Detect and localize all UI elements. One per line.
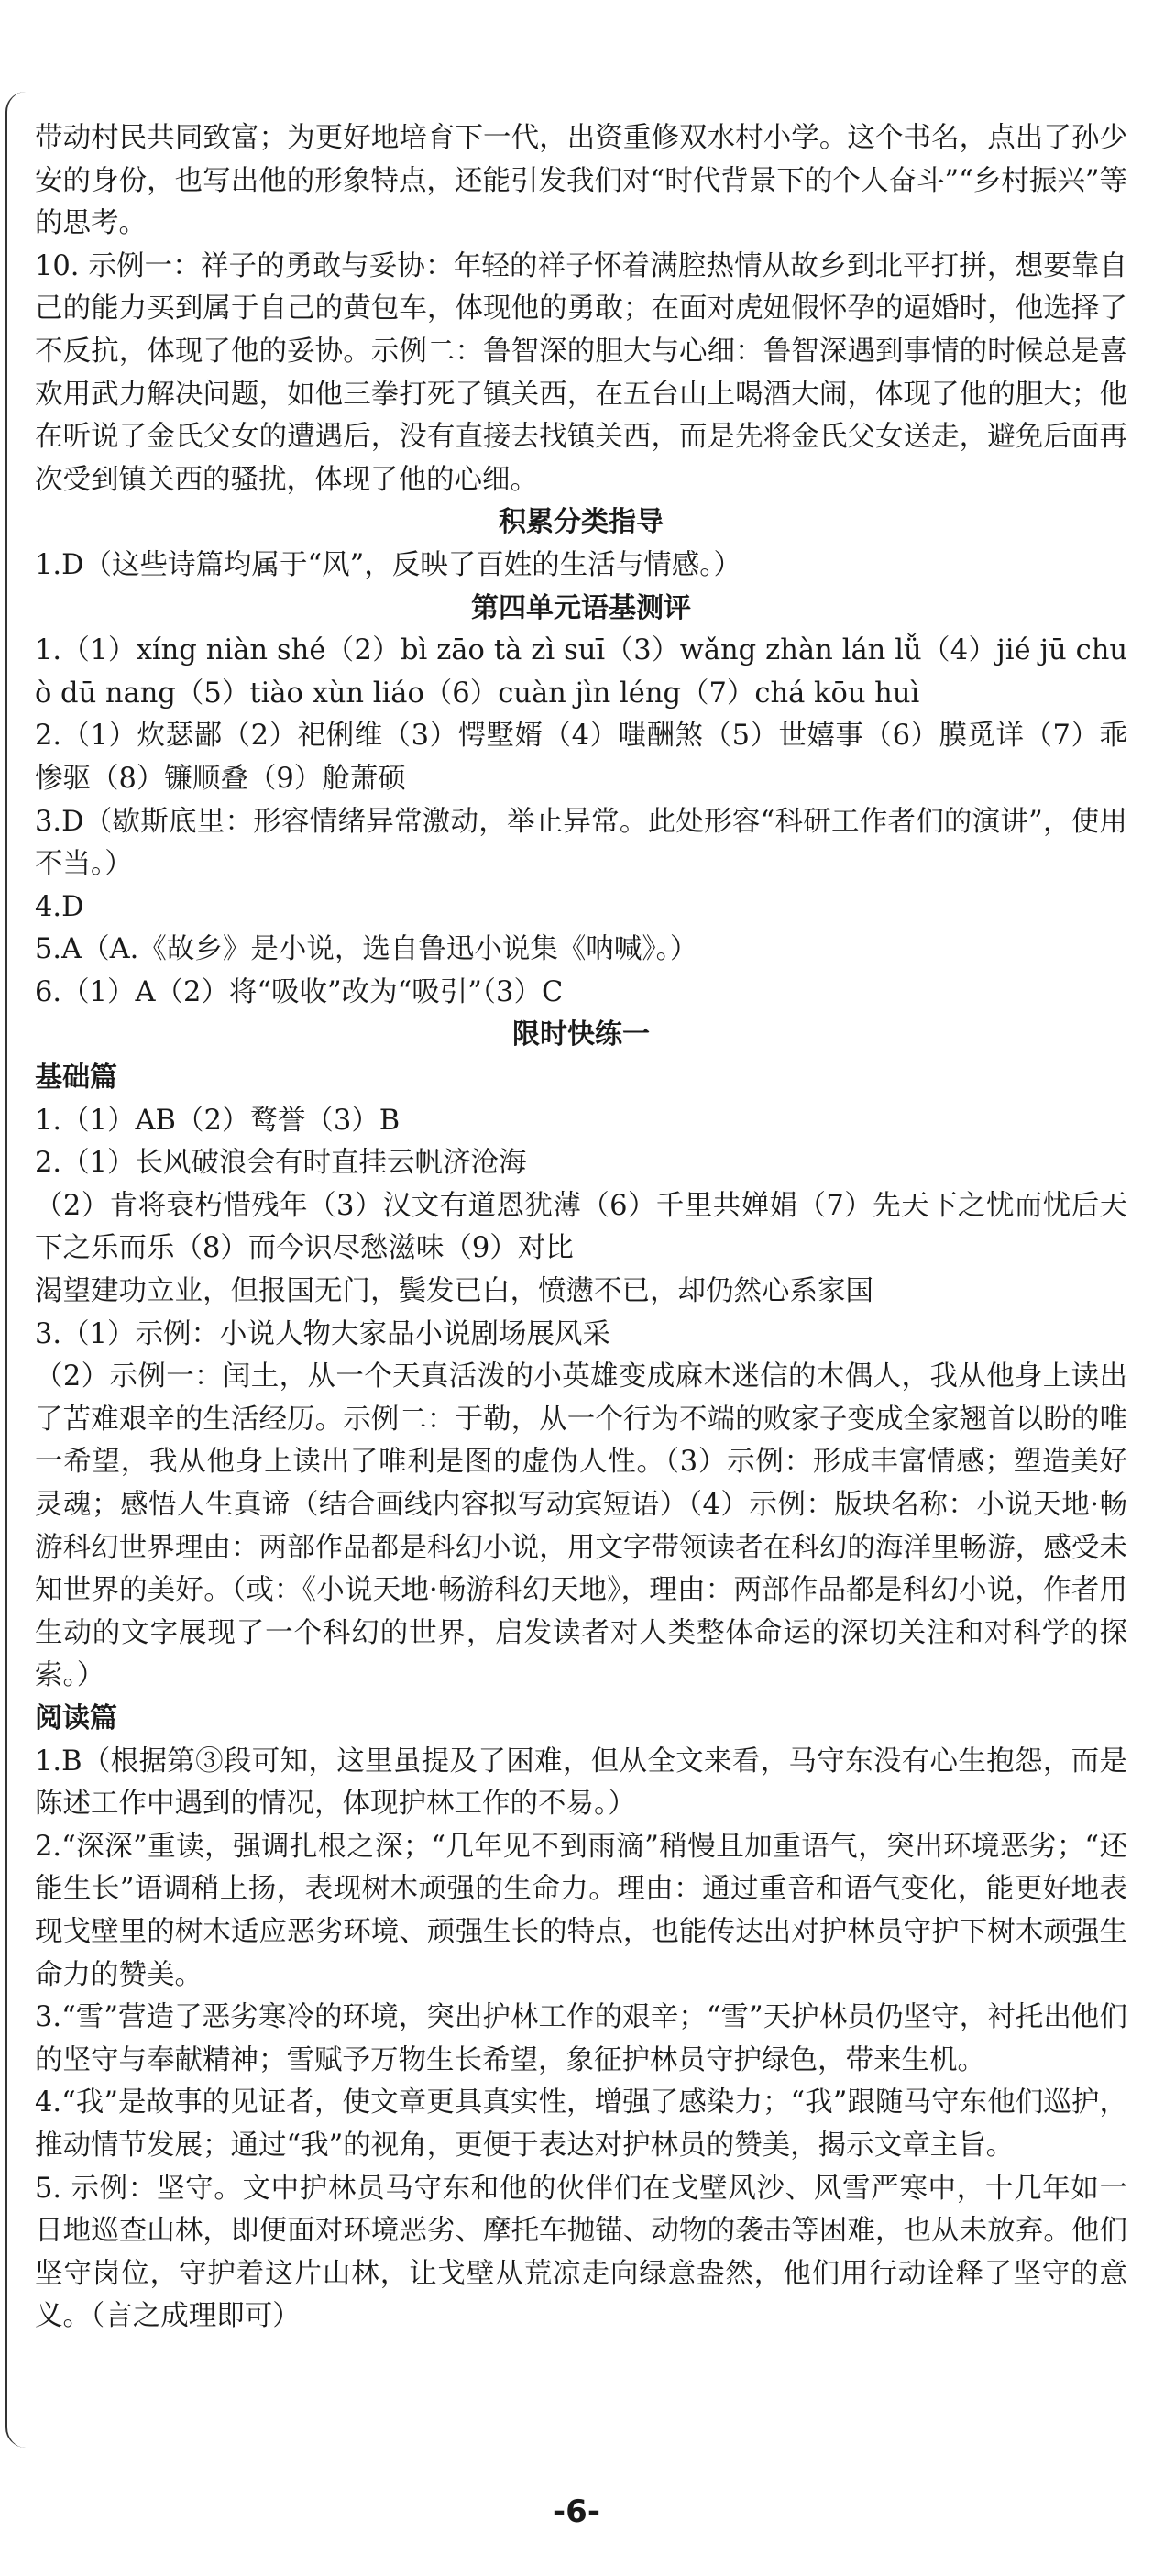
subsection-heading: 基础篇 — [35, 1062, 117, 1095]
paragraph: 1.（1）AB（2）鹜誉（3）B — [35, 1104, 401, 1137]
paragraph: 3.“雪”营造了恶劣寒冷的环境，突出护林工作的艰辛；“雪”天护林员仍坚守，衬托出他们的坚守与奉献精神；雪赋予万物生长希望，象征护林员守护绿色，带来生机。 — [35, 2001, 1127, 2076]
paragraph: 2.（1）长风破浪会有时直挂云帆济沧海 — [35, 1147, 527, 1180]
paragraph: 3.D（歇斯底里：形容情绪异常激动，举止异常。此处形容“科研工作者们的演讲”，使用不当。） — [35, 805, 1127, 881]
section-heading: 限时快练一 — [512, 1018, 650, 1051]
paragraph: （2）示例一：闰土，从一个天真活泼的小英雄变成麻木迷信的木偶人，我从他身上读出了苦难艰辛的生活经历。示例二：于勒，从一个行为不端的败家子变成全家翘首以盼的唯一希望，我从他身上读出了唯利是图的虚伪人性。（3）示例：形成丰富情感；塑造美好灵魂；感悟人生真谛（结合画线内容拟写动宾短语）（4）示例：版块名称：小说天地·畅游科幻世界理由：两部作品都是科幻小说，用文字带领读者在科幻的海洋里畅游，感受未知世界的美好。（或：《小说天地·畅游科幻天地》，理由：两部作品都是科幻小说，作者用生动的文字展现了一个科幻的世界，启发读者对人类整体命运的深切关注和对科学的探索。） — [35, 1360, 1127, 1692]
paragraph: 6.（1）A（2）将“吸收”改为“吸引”（3）C — [35, 975, 564, 1008]
paragraph: 1.D（这些诗篇均属于“风”，反映了百姓的生活与情感。） — [35, 548, 741, 581]
answer-key-page — [35, 117, 1127, 2339]
paragraph: 5. 示例：坚守。文中护林员马守东和他的伙伴们在戈壁风沙、风雪严寒中，十几年如一日地巡查山林，即便面对环境恶劣、摩托车抛锚、动物的袭击等困难，也从未放弃。他们坚守岗位，守护着这片山林，让戈壁从荒凉走向绿意盎然，他们用行动诠释了坚守的意义。（言之成理即可） — [35, 2172, 1127, 2333]
paragraph: 3.（1）示例：小说人物大家品小说剧场展风采 — [35, 1317, 611, 1350]
section-heading: 积累分类指导 — [499, 506, 664, 539]
paragraph: 4.“我”是故事的见证者，使文章更具真实性，增强了感染力；“我”跟随马守东他们巡护，推动情节发展；通过“我”的视角，更便于表达对护林员的赞美，揭示文章主旨。 — [35, 2086, 1127, 2162]
paragraph: 带动村民共同致富；为更好地培育下一代，出资重修双水村小学。这个书名，点出了孙少安的身份，也写出他的形象特点，还能引发我们对“时代背景下的个人奋斗”“乡村振兴”等的思考。 — [35, 122, 1127, 240]
paragraph: 渴望建功立业，但报国无门，鬓发已白，愤懑不已，却仍然心系家国 — [35, 1275, 873, 1308]
paragraph: 2.（1）炊瑟鄙（2）祀俐维（3）愕墅婿（4）嗤酬煞（5）世嬉事（6）膜觅详（7）乖惨驱（8）镰顺叠（9）舱萧硕 — [35, 720, 1127, 795]
paragraph: 4.D — [35, 890, 84, 923]
paragraph: 1.（1）xíng niàn shé（2）bì zāo tà zì suī（3）wǎng zhàn lán lǚ（4）jié jū chuò dū nang（5）tiào xùn liáo（6）cuàn jìn léng（7）chá kōu huì — [35, 634, 1127, 710]
paragraph: （2）肯将衰朽惜残年（3）汉文有道恩犹薄（6）千里共婵娟（7）先天下之忧而忧后天下之乐而乐（8）而今识尽愁滋味（9）对比 — [35, 1189, 1127, 1265]
paragraph: 2.“深深”重读，强调扎根之深；“几年见不到雨滴”稍慢且加重语气，突出环境恶劣；“还能生长”语调稍上扬，表现树木顽强的生命力。理由：通过重音和语气变化，能更好地表现戈壁里的树木适应恶劣环境、顽强生长的特点，也能传达出对护林员守护下树木顽强生命力的赞美。 — [35, 1830, 1127, 1991]
paragraph: 1.B（根据第③段可知，这里虽提及了困难，但从全文来看，马守东没有心生抱怨，而是陈述工作中遇到的情况，体现护林工作的不易。） — [35, 1745, 1127, 1821]
section-heading: 第四单元语基测评 — [471, 591, 691, 624]
paragraph: 10. 示例一：祥子的勇敢与妥协：年轻的祥子怀着满腔热情从故乡到北平打拼，想要靠自己的能力买到属于自己的黄包车，体现他的勇敢；在面对虎妞假怀孕的逼婚时，他选择了不反抗，体现了他的妥协。示例二：鲁智深的胆大与心细：鲁智深遇到事情的时候总是喜欢用武力解决问题，如他三拳打死了镇关西，在五台山上喝酒大闹，体现了他的胆大；他在听说了金氏父女的遭遇后，没有直接去找镇关西，而是先将金氏父女送走，避免后面再次受到镇关西的骚扰，体现了他的心细。 — [35, 249, 1127, 496]
paragraph: 5.A（A.《故乡》是小说，选自鲁迅小说集《呐喊》。） — [35, 933, 698, 966]
page-number: -6- — [553, 2493, 600, 2530]
subsection-heading: 阅读篇 — [35, 1701, 117, 1734]
binding-margin-line — [5, 92, 27, 2448]
